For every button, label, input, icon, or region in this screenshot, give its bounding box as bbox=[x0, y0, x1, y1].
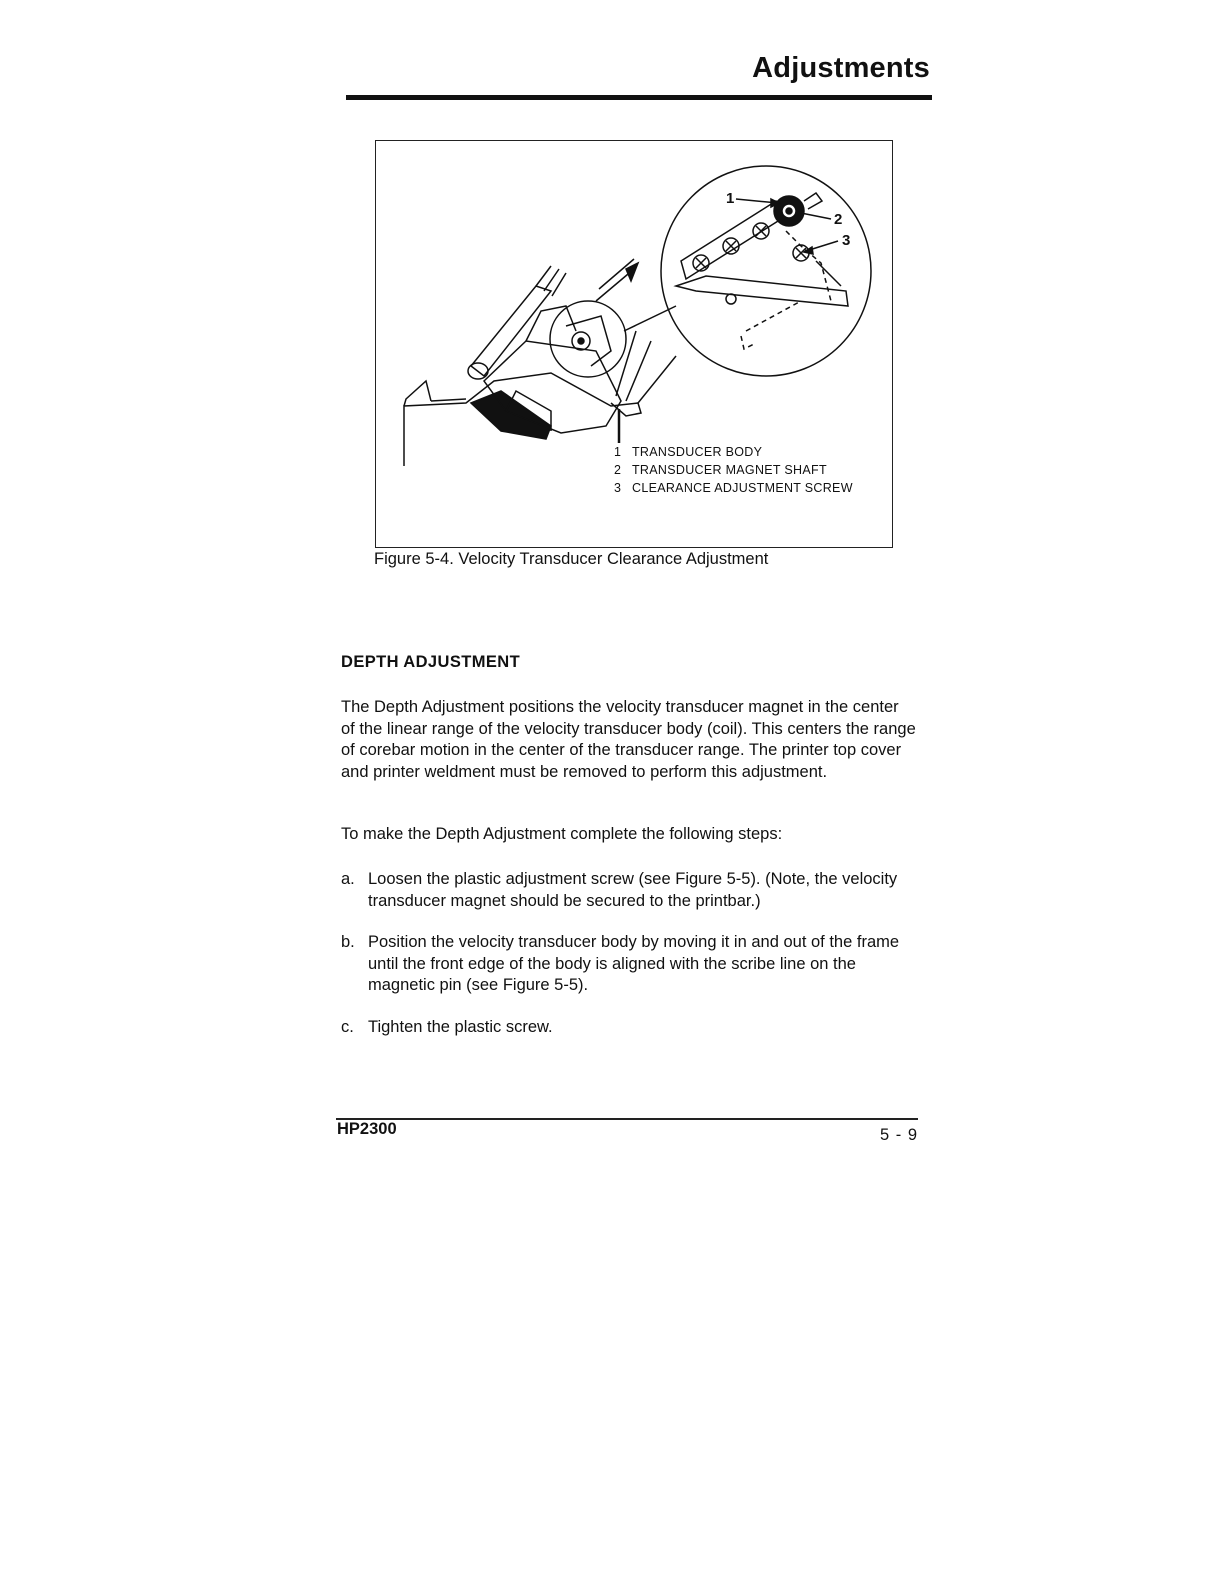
legend-item bbox=[614, 443, 853, 461]
legend-label: TRANSDUCER BODY bbox=[632, 445, 763, 459]
step-text: Tighten the plastic screw. bbox=[368, 1018, 553, 1036]
intro-paragraph: The Depth Adjustment positions the velocity transducer magnet in the center of the linear range of the velocity transducer body (coil). This centers the range of corebar motion in the center of the transducer range. The printer top cover and printer weldment must be removed to perform this adjustment. bbox=[341, 698, 916, 781]
callout-2: 2 bbox=[834, 211, 843, 228]
step-label: a. bbox=[341, 870, 355, 888]
steps-lead-in: To make the Depth Adjustment complete the following steps: bbox=[341, 825, 783, 843]
step-label: b. bbox=[341, 933, 355, 951]
page-header-title: Adjustments bbox=[752, 52, 930, 84]
footer-model: HP2300 bbox=[337, 1120, 397, 1138]
legend-number: 1 bbox=[614, 445, 622, 459]
legend-label: CLEARANCE ADJUSTMENT SCREW bbox=[632, 481, 853, 495]
footer-rule bbox=[336, 1118, 918, 1120]
legend-item bbox=[614, 461, 853, 479]
legend-item bbox=[614, 479, 853, 497]
list-item bbox=[341, 869, 921, 912]
callout-1: 1 bbox=[726, 190, 735, 207]
header-rule bbox=[346, 95, 932, 100]
legend-number: 2 bbox=[614, 463, 622, 477]
list-item bbox=[341, 1017, 921, 1039]
section-heading: DEPTH ADJUSTMENT bbox=[341, 653, 521, 671]
step-label: c. bbox=[341, 1018, 354, 1036]
figure-caption: Figure 5-4. Velocity Transducer Clearance Adjustment bbox=[374, 550, 769, 568]
list-item bbox=[341, 932, 921, 997]
figure-legend bbox=[614, 443, 853, 497]
callout-3: 3 bbox=[842, 232, 851, 249]
step-text: Loosen the plastic adjustment screw (see Figure 5-5). (Note, the velocity transducer magnet should be secured to the printbar.) bbox=[368, 870, 898, 910]
footer-page-number: 5 - 9 bbox=[880, 1126, 919, 1144]
step-text: Position the velocity transducer body by moving it in and out of the frame until the front edge of the body is aligned with the scribe line on the magnetic pin (see Figure 5-5). bbox=[368, 933, 900, 994]
legend-label: TRANSDUCER MAGNET SHAFT bbox=[632, 463, 827, 477]
legend-number: 3 bbox=[614, 481, 622, 495]
